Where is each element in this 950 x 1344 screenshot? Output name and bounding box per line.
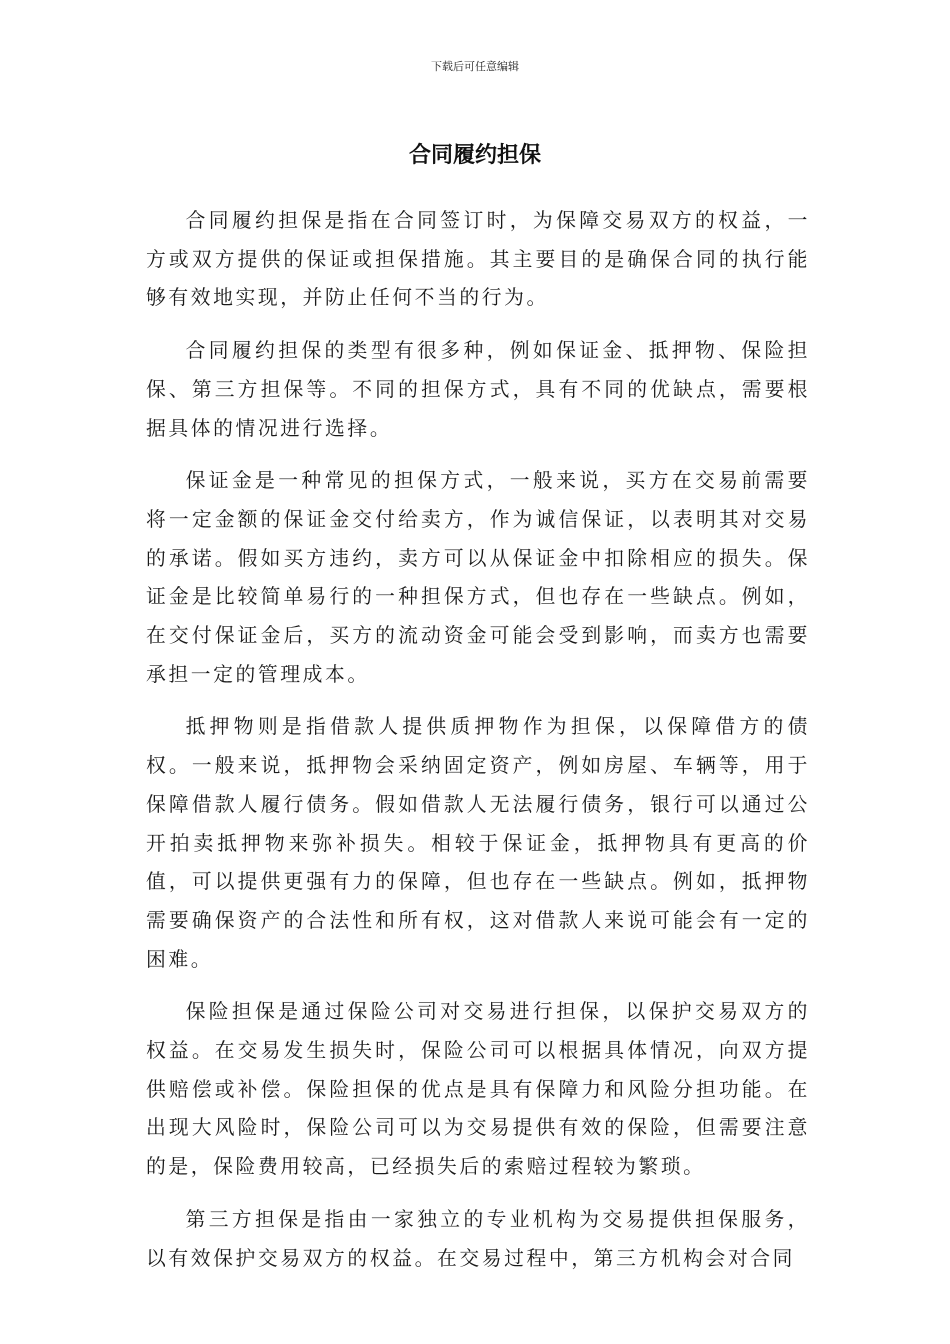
paragraph: 保险担保是通过保险公司对交易进行担保，以保护交易双方的权益。在交易发生损失时，保险公司可以根据具体情况，向双方提供赔偿或补偿。保险担保的优点是具有保障力和风险分担功能。在出现大风险时，保险公司可以为交易提供有效的保险，但需要注意的是，保险费用较高，已经损失后的索赔过程较为繁琐。 (146, 1000, 810, 1179)
document-title: 合同履约担保 (408, 143, 541, 168)
paragraph: 合同履约担保是指在合同签订时，为保障交易双方的权益，一方或双方提供的保证或担保措施。其主要目的是确保合同的执行能够有效地实现，并防止任何不当的行为。 (146, 209, 810, 310)
document-body (146, 202, 810, 1292)
paragraph: 抵押物则是指借款人提供质押物作为担保，以保障借方的债权。一般来说，抵押物会采纳固定资产，例如房屋、车辆等，用于保障借款人履行债务。假如借款人无法履行债务，银行可以通过公开拍卖抵押物来弥补损失。相较于保证金，抵押物具有更高的价值，可以提供更强有力的保障，但也存在一些缺点。例如，抵押物需要确保资产的合法性和所有权，这对借款人来说可能会有一定的困难。 (146, 715, 810, 971)
paragraph: 合同履约担保的类型有很多种，例如保证金、抵押物、保险担保、第三方担保等。不同的担保方式，具有不同的优缺点，需要根据具体的情况进行选择。 (146, 339, 810, 440)
header-note: 下载后可任意编辑 (431, 60, 519, 73)
paragraph: 保证金是一种常见的担保方式，一般来说，买方在交易前需要将一定金额的保证金交付给卖方，作为诚信保证，以表明其对交易的承诺。假如买方违约，卖方可以从保证金中扣除相应的损失。保证金是比较简单易行的一种担保方式，但也存在一些缺点。例如，在交付保证金后，买方的流动资金可能会受到影响，而卖方也需要承担一定的管理成本。 (146, 469, 810, 686)
paragraph: 第三方担保是指由一家独立的专业机构为交易提供担保服务，以有效保护交易双方的权益。在交易过程中，第三方机构会对合同 (146, 1207, 810, 1270)
